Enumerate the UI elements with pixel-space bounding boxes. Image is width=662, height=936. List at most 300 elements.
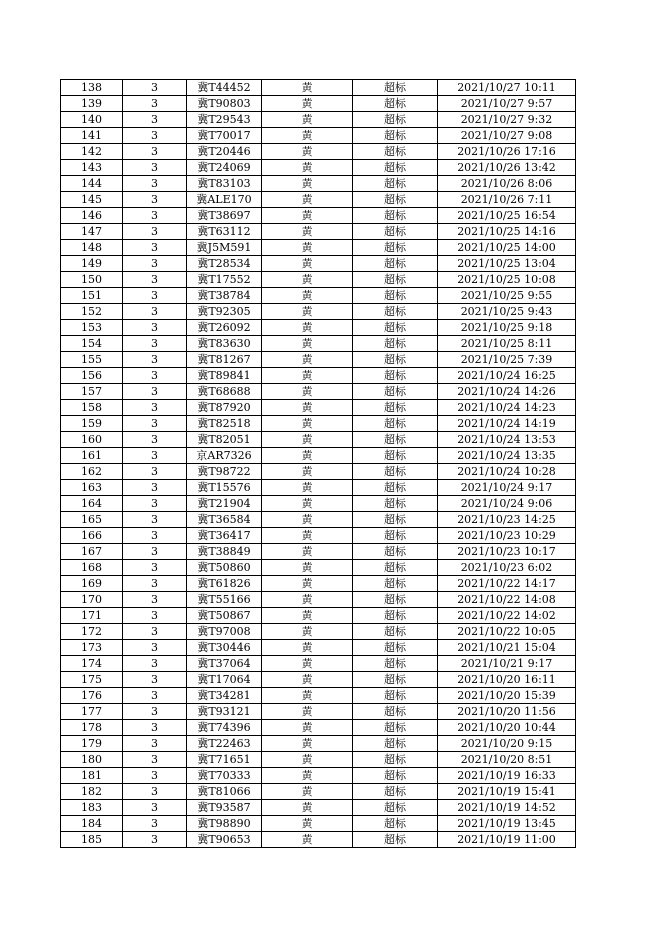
count-cell: 3 (123, 608, 187, 624)
status-cell: 超标 (353, 544, 438, 560)
status-cell: 超标 (353, 704, 438, 720)
timestamp-cell: 2021/10/24 14:23 (438, 400, 576, 416)
timestamp-cell: 2021/10/22 14:17 (438, 576, 576, 592)
timestamp-cell: 2021/10/21 9:17 (438, 656, 576, 672)
row-index-cell: 171 (61, 608, 123, 624)
count-cell: 3 (123, 416, 187, 432)
plate-number-cell: 冀T34281 (187, 688, 262, 704)
row-index-cell: 175 (61, 672, 123, 688)
status-cell: 超标 (353, 560, 438, 576)
table-row (61, 384, 576, 400)
count-cell: 3 (123, 240, 187, 256)
timestamp-cell: 2021/10/25 10:08 (438, 272, 576, 288)
status-cell: 超标 (353, 672, 438, 688)
status-cell: 超标 (353, 512, 438, 528)
count-cell: 3 (123, 160, 187, 176)
plate-color-cell: 黄 (262, 784, 353, 800)
plate-color-cell: 黄 (262, 80, 353, 96)
table-row (61, 752, 576, 768)
count-cell: 3 (123, 752, 187, 768)
timestamp-cell: 2021/10/20 10:44 (438, 720, 576, 736)
plate-number-cell: 冀T71651 (187, 752, 262, 768)
plate-number-cell: 冀T81066 (187, 784, 262, 800)
table-row (61, 464, 576, 480)
plate-number-cell: 冀T92305 (187, 304, 262, 320)
row-index-cell: 163 (61, 480, 123, 496)
table-row (61, 320, 576, 336)
status-cell: 超标 (353, 224, 438, 240)
plate-color-cell: 黄 (262, 304, 353, 320)
count-cell: 3 (123, 320, 187, 336)
status-cell: 超标 (353, 112, 438, 128)
plate-number-cell: 冀T38784 (187, 288, 262, 304)
status-cell: 超标 (353, 144, 438, 160)
plate-number-cell: 冀T97008 (187, 624, 262, 640)
row-index-cell: 170 (61, 592, 123, 608)
timestamp-cell: 2021/10/27 9:57 (438, 96, 576, 112)
timestamp-cell: 2021/10/24 10:28 (438, 464, 576, 480)
plate-color-cell: 黄 (262, 128, 353, 144)
plate-color-cell: 黄 (262, 624, 353, 640)
status-cell: 超标 (353, 320, 438, 336)
count-cell: 3 (123, 112, 187, 128)
row-index-cell: 167 (61, 544, 123, 560)
status-cell: 超标 (353, 736, 438, 752)
row-index-cell: 156 (61, 368, 123, 384)
row-index-cell: 161 (61, 448, 123, 464)
plate-color-cell: 黄 (262, 288, 353, 304)
row-index-cell: 150 (61, 272, 123, 288)
plate-number-cell: 冀T90653 (187, 832, 262, 848)
count-cell: 3 (123, 576, 187, 592)
count-cell: 3 (123, 96, 187, 112)
row-index-cell: 148 (61, 240, 123, 256)
plate-number-cell: 冀T70017 (187, 128, 262, 144)
table-row (61, 800, 576, 816)
plate-number-cell: 冀T28534 (187, 256, 262, 272)
table-row (61, 224, 576, 240)
table-row (61, 176, 576, 192)
plate-number-cell: 冀T98722 (187, 464, 262, 480)
count-cell: 3 (123, 800, 187, 816)
count-cell: 3 (123, 176, 187, 192)
plate-number-cell: 冀T93121 (187, 704, 262, 720)
row-index-cell: 181 (61, 768, 123, 784)
row-index-cell: 183 (61, 800, 123, 816)
row-index-cell: 173 (61, 640, 123, 656)
table-row (61, 480, 576, 496)
status-cell: 超标 (353, 352, 438, 368)
status-cell: 超标 (353, 640, 438, 656)
plate-color-cell: 黄 (262, 144, 353, 160)
plate-number-cell: 冀T90803 (187, 96, 262, 112)
count-cell: 3 (123, 272, 187, 288)
count-cell: 3 (123, 592, 187, 608)
row-index-cell: 177 (61, 704, 123, 720)
status-cell: 超标 (353, 608, 438, 624)
plate-color-cell: 黄 (262, 544, 353, 560)
plate-color-cell: 黄 (262, 192, 353, 208)
row-index-cell: 152 (61, 304, 123, 320)
timestamp-cell: 2021/10/25 14:16 (438, 224, 576, 240)
table-row (61, 784, 576, 800)
status-cell: 超标 (353, 816, 438, 832)
plate-color-cell: 黄 (262, 800, 353, 816)
status-cell: 超标 (353, 832, 438, 848)
count-cell: 3 (123, 208, 187, 224)
timestamp-cell: 2021/10/23 10:29 (438, 528, 576, 544)
table-row (61, 704, 576, 720)
timestamp-cell: 2021/10/19 14:52 (438, 800, 576, 816)
plate-number-cell: 冀ALE170 (187, 192, 262, 208)
row-index-cell: 140 (61, 112, 123, 128)
status-cell: 超标 (353, 256, 438, 272)
plate-number-cell: 冀T83103 (187, 176, 262, 192)
plate-number-cell: 冀T29543 (187, 112, 262, 128)
plate-color-cell: 黄 (262, 672, 353, 688)
status-cell: 超标 (353, 624, 438, 640)
timestamp-cell: 2021/10/20 9:15 (438, 736, 576, 752)
status-cell: 超标 (353, 784, 438, 800)
row-index-cell: 185 (61, 832, 123, 848)
status-cell: 超标 (353, 304, 438, 320)
status-cell: 超标 (353, 336, 438, 352)
count-cell: 3 (123, 688, 187, 704)
table-row (61, 576, 576, 592)
row-index-cell: 158 (61, 400, 123, 416)
table-row (61, 448, 576, 464)
row-index-cell: 160 (61, 432, 123, 448)
row-index-cell: 155 (61, 352, 123, 368)
status-cell: 超标 (353, 768, 438, 784)
plate-color-cell: 黄 (262, 704, 353, 720)
row-index-cell: 165 (61, 512, 123, 528)
timestamp-cell: 2021/10/19 11:00 (438, 832, 576, 848)
table-row (61, 512, 576, 528)
table-row (61, 672, 576, 688)
status-cell: 超标 (353, 176, 438, 192)
table-row (61, 592, 576, 608)
plate-color-cell: 黄 (262, 320, 353, 336)
timestamp-cell: 2021/10/25 9:43 (438, 304, 576, 320)
plate-color-cell: 黄 (262, 592, 353, 608)
count-cell: 3 (123, 144, 187, 160)
status-cell: 超标 (353, 688, 438, 704)
table-row (61, 208, 576, 224)
row-index-cell: 145 (61, 192, 123, 208)
count-cell: 3 (123, 640, 187, 656)
status-cell: 超标 (353, 192, 438, 208)
plate-color-cell: 黄 (262, 736, 353, 752)
status-cell: 超标 (353, 480, 438, 496)
status-cell: 超标 (353, 160, 438, 176)
timestamp-cell: 2021/10/26 17:16 (438, 144, 576, 160)
table-row (61, 432, 576, 448)
count-cell: 3 (123, 736, 187, 752)
plate-number-cell: 冀T26092 (187, 320, 262, 336)
plate-number-cell: 冀T37064 (187, 656, 262, 672)
table-row (61, 688, 576, 704)
plate-number-cell: 冀T63112 (187, 224, 262, 240)
timestamp-cell: 2021/10/25 8:11 (438, 336, 576, 352)
table-row (61, 256, 576, 272)
plate-number-cell: 冀T81267 (187, 352, 262, 368)
plate-color-cell: 黄 (262, 240, 353, 256)
table-row (61, 560, 576, 576)
row-index-cell: 169 (61, 576, 123, 592)
count-cell: 3 (123, 464, 187, 480)
count-cell: 3 (123, 816, 187, 832)
row-index-cell: 142 (61, 144, 123, 160)
plate-color-cell: 黄 (262, 640, 353, 656)
plate-color-cell: 黄 (262, 176, 353, 192)
plate-number-cell: 冀T55166 (187, 592, 262, 608)
timestamp-cell: 2021/10/20 16:11 (438, 672, 576, 688)
timestamp-cell: 2021/10/24 14:19 (438, 416, 576, 432)
table-row (61, 80, 576, 96)
row-index-cell: 166 (61, 528, 123, 544)
status-cell: 超标 (353, 384, 438, 400)
row-index-cell: 172 (61, 624, 123, 640)
row-index-cell: 157 (61, 384, 123, 400)
table-row (61, 400, 576, 416)
count-cell: 3 (123, 448, 187, 464)
status-cell: 超标 (353, 368, 438, 384)
count-cell: 3 (123, 368, 187, 384)
plate-color-cell: 黄 (262, 208, 353, 224)
timestamp-cell: 2021/10/26 8:06 (438, 176, 576, 192)
status-cell: 超标 (353, 464, 438, 480)
table-row (61, 832, 576, 848)
plate-number-cell: 冀T74396 (187, 720, 262, 736)
table-row (61, 192, 576, 208)
plate-number-cell: 冀T83630 (187, 336, 262, 352)
row-index-cell: 164 (61, 496, 123, 512)
timestamp-cell: 2021/10/24 13:53 (438, 432, 576, 448)
row-index-cell: 184 (61, 816, 123, 832)
status-cell: 超标 (353, 400, 438, 416)
plate-color-cell: 黄 (262, 560, 353, 576)
plate-color-cell: 黄 (262, 416, 353, 432)
count-cell: 3 (123, 304, 187, 320)
plate-number-cell: 冀T98890 (187, 816, 262, 832)
row-index-cell: 144 (61, 176, 123, 192)
count-cell: 3 (123, 528, 187, 544)
table-row (61, 816, 576, 832)
timestamp-cell: 2021/10/24 9:17 (438, 480, 576, 496)
table-row (61, 640, 576, 656)
count-cell: 3 (123, 352, 187, 368)
timestamp-cell: 2021/10/25 9:55 (438, 288, 576, 304)
timestamp-cell: 2021/10/20 15:39 (438, 688, 576, 704)
count-cell: 3 (123, 832, 187, 848)
plate-color-cell: 黄 (262, 384, 353, 400)
row-index-cell: 143 (61, 160, 123, 176)
plate-number-cell: 冀T70333 (187, 768, 262, 784)
row-index-cell: 151 (61, 288, 123, 304)
plate-color-cell: 黄 (262, 160, 353, 176)
table-row (61, 352, 576, 368)
plate-color-cell: 黄 (262, 336, 353, 352)
row-index-cell: 147 (61, 224, 123, 240)
status-cell: 超标 (353, 496, 438, 512)
row-index-cell: 149 (61, 256, 123, 272)
row-index-cell: 141 (61, 128, 123, 144)
plate-color-cell: 黄 (262, 480, 353, 496)
status-cell: 超标 (353, 528, 438, 544)
timestamp-cell: 2021/10/19 13:45 (438, 816, 576, 832)
table-row (61, 272, 576, 288)
count-cell: 3 (123, 720, 187, 736)
table-row (61, 736, 576, 752)
count-cell: 3 (123, 80, 187, 96)
row-index-cell: 139 (61, 96, 123, 112)
status-cell: 超标 (353, 800, 438, 816)
plate-number-cell: 冀T89841 (187, 368, 262, 384)
plate-number-cell: 冀T21904 (187, 496, 262, 512)
count-cell: 3 (123, 256, 187, 272)
status-cell: 超标 (353, 208, 438, 224)
table-row (61, 368, 576, 384)
count-cell: 3 (123, 672, 187, 688)
count-cell: 3 (123, 288, 187, 304)
row-index-cell: 162 (61, 464, 123, 480)
count-cell: 3 (123, 624, 187, 640)
timestamp-cell: 2021/10/19 16:33 (438, 768, 576, 784)
table-row (61, 160, 576, 176)
table-row (61, 240, 576, 256)
plate-number-cell: 冀T22463 (187, 736, 262, 752)
plate-number-cell: 冀T82518 (187, 416, 262, 432)
status-cell: 超标 (353, 576, 438, 592)
plate-color-cell: 黄 (262, 496, 353, 512)
status-cell: 超标 (353, 656, 438, 672)
status-cell: 超标 (353, 592, 438, 608)
plate-color-cell: 黄 (262, 96, 353, 112)
table-body (61, 80, 576, 848)
table-row (61, 416, 576, 432)
timestamp-cell: 2021/10/27 10:11 (438, 80, 576, 96)
plate-color-cell: 黄 (262, 688, 353, 704)
status-cell: 超标 (353, 432, 438, 448)
plate-color-cell: 黄 (262, 272, 353, 288)
table-row (61, 624, 576, 640)
timestamp-cell: 2021/10/20 8:51 (438, 752, 576, 768)
plate-color-cell: 黄 (262, 528, 353, 544)
count-cell: 3 (123, 336, 187, 352)
count-cell: 3 (123, 704, 187, 720)
table-row (61, 528, 576, 544)
plate-number-cell: 冀T36417 (187, 528, 262, 544)
timestamp-cell: 2021/10/24 14:26 (438, 384, 576, 400)
status-cell: 超标 (353, 96, 438, 112)
status-cell: 超标 (353, 752, 438, 768)
table-row (61, 144, 576, 160)
table-row (61, 768, 576, 784)
plate-color-cell: 黄 (262, 656, 353, 672)
timestamp-cell: 2021/10/25 13:04 (438, 256, 576, 272)
count-cell: 3 (123, 432, 187, 448)
timestamp-cell: 2021/10/22 14:08 (438, 592, 576, 608)
row-index-cell: 174 (61, 656, 123, 672)
timestamp-cell: 2021/10/25 16:54 (438, 208, 576, 224)
plate-number-cell: 冀T17552 (187, 272, 262, 288)
status-cell: 超标 (353, 272, 438, 288)
row-index-cell: 146 (61, 208, 123, 224)
plate-number-cell: 冀T61826 (187, 576, 262, 592)
plate-color-cell: 黄 (262, 512, 353, 528)
table-row (61, 544, 576, 560)
count-cell: 3 (123, 512, 187, 528)
plate-color-cell: 黄 (262, 256, 353, 272)
plate-number-cell: 冀T30446 (187, 640, 262, 656)
plate-color-cell: 黄 (262, 112, 353, 128)
plate-number-cell: 冀T50867 (187, 608, 262, 624)
plate-color-cell: 黄 (262, 400, 353, 416)
plate-number-cell: 冀T82051 (187, 432, 262, 448)
plate-number-cell: 冀T93587 (187, 800, 262, 816)
plate-number-cell: 冀T24069 (187, 160, 262, 176)
plate-color-cell: 黄 (262, 368, 353, 384)
status-cell: 超标 (353, 288, 438, 304)
row-index-cell: 176 (61, 688, 123, 704)
plate-color-cell: 黄 (262, 720, 353, 736)
timestamp-cell: 2021/10/22 14:02 (438, 608, 576, 624)
timestamp-cell: 2021/10/26 13:42 (438, 160, 576, 176)
count-cell: 3 (123, 784, 187, 800)
count-cell: 3 (123, 400, 187, 416)
plate-number-cell: 冀T50860 (187, 560, 262, 576)
plate-number-cell: 冀T17064 (187, 672, 262, 688)
plate-number-cell: 冀T20446 (187, 144, 262, 160)
table-row (61, 608, 576, 624)
timestamp-cell: 2021/10/25 9:18 (438, 320, 576, 336)
plate-number-cell: 冀T68688 (187, 384, 262, 400)
status-cell: 超标 (353, 80, 438, 96)
table-row (61, 128, 576, 144)
table-row (61, 112, 576, 128)
count-cell: 3 (123, 496, 187, 512)
timestamp-cell: 2021/10/24 16:25 (438, 368, 576, 384)
table-row (61, 656, 576, 672)
row-index-cell: 182 (61, 784, 123, 800)
plate-color-cell: 黄 (262, 816, 353, 832)
count-cell: 3 (123, 192, 187, 208)
table-row (61, 720, 576, 736)
timestamp-cell: 2021/10/21 15:04 (438, 640, 576, 656)
plate-number-cell: 冀T36584 (187, 512, 262, 528)
plate-color-cell: 黄 (262, 576, 353, 592)
row-index-cell: 153 (61, 320, 123, 336)
timestamp-cell: 2021/10/20 11:56 (438, 704, 576, 720)
row-index-cell: 159 (61, 416, 123, 432)
table-row (61, 304, 576, 320)
count-cell: 3 (123, 656, 187, 672)
count-cell: 3 (123, 224, 187, 240)
timestamp-cell: 2021/10/23 14:25 (438, 512, 576, 528)
timestamp-cell: 2021/10/25 7:39 (438, 352, 576, 368)
timestamp-cell: 2021/10/23 6:02 (438, 560, 576, 576)
data-table (60, 79, 576, 848)
plate-number-cell: 冀T15576 (187, 480, 262, 496)
timestamp-cell: 2021/10/25 14:00 (438, 240, 576, 256)
plate-color-cell: 黄 (262, 608, 353, 624)
timestamp-cell: 2021/10/23 10:17 (438, 544, 576, 560)
row-index-cell: 180 (61, 752, 123, 768)
row-index-cell: 154 (61, 336, 123, 352)
plate-number-cell: 冀T38849 (187, 544, 262, 560)
timestamp-cell: 2021/10/19 15:41 (438, 784, 576, 800)
